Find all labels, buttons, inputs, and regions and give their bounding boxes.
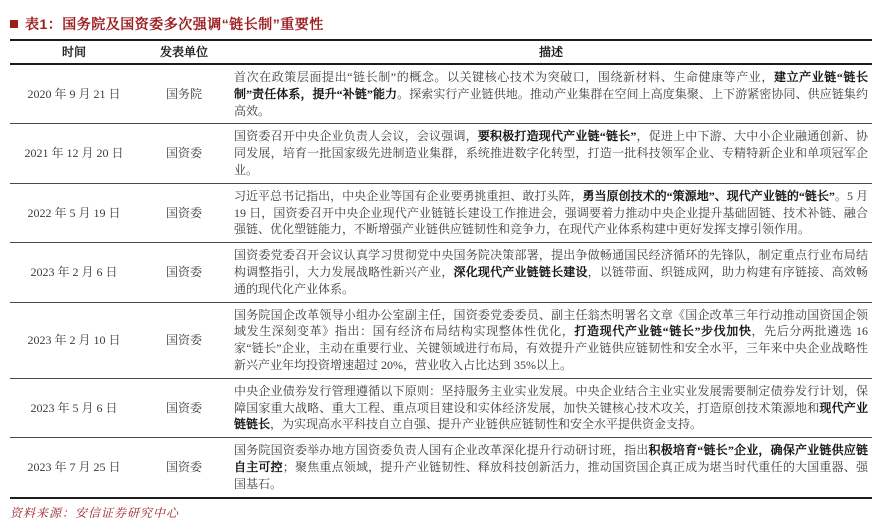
row-date: 2023 年 5 月 6 日 [10, 378, 138, 437]
row-date: 2021 年 12 月 20 日 [10, 124, 138, 183]
row-date: 2023 年 2 月 10 日 [10, 302, 138, 378]
table-row [10, 438, 872, 498]
description-segment: 中央企业债券发行管理遵循以下原则：坚持服务主业实业发展。中央企业结合主业实业发展需要制定债券发行计划，保障国家重大战略、重大工程、重点项目建设和实体经济发展，加快关键核心技术攻关，打造原创技术策源地和 [234, 383, 868, 415]
row-description [230, 64, 872, 124]
table-row [10, 64, 872, 124]
row-description [230, 302, 872, 378]
table-row [10, 183, 872, 242]
row-org: 国资委 [138, 183, 230, 242]
row-org: 国资委 [138, 438, 230, 498]
description-bold-segment: 现代产业链链长 [234, 400, 868, 432]
row-org: 国资委 [138, 124, 230, 183]
description-bold-segment: 打造现代产业链“链长”步伐加快 [574, 324, 752, 339]
description-segment: ；聚焦重点领域，提升产业链韧性、释放科技创新活力，推动国资国企真正成为堪当时代重任的大国重器、强国基石。 [234, 459, 868, 491]
title-bullet-icon [10, 20, 18, 28]
description-segment: ，为实现高水平科技自立自强、提升产业链供应链韧性和安全水平提供资金支持。 [270, 417, 703, 432]
row-description [230, 124, 872, 183]
description-segment: 国资委召开中央企业负责人会议，会议强调， [234, 129, 478, 144]
table-title-row [10, 14, 872, 34]
chain-leader-policy-table [10, 39, 872, 499]
row-description [230, 438, 872, 498]
table-row [10, 124, 872, 183]
col-header-org: 发表单位 [138, 40, 230, 64]
row-description [230, 243, 872, 302]
description-segment: 国务院国资委举办地方国资委负责人国有企业改革深化提升行动研讨班，指出 [234, 443, 649, 458]
description-segment: 。5 月 19 日，国资委召开中央企业现代产业链链长建设工作推进会，强调要着力推动中央企业提升基础固链、技术补链、融合强链、优化塑链能力，不断增强产业链供应链韧性和竞争力，在现代产业体系构建中更好发挥支撑引领作用。 [234, 188, 868, 237]
row-date: 2023 年 2 月 6 日 [10, 243, 138, 302]
table-header [10, 40, 872, 64]
table-row [10, 378, 872, 437]
description-segment: 国资委党委召开会议认真学习贯彻党中央国务院决策部署，提出争做畅通国民经济循环的先锋队，制定重点行业布局结构调整指引，大力发展战略性新兴产业， [234, 248, 868, 279]
row-date: 2020 年 9 月 21 日 [10, 64, 138, 124]
row-description [230, 378, 872, 437]
description-segment: 习近平总书记指出，中央企业等国有企业要勇挑重担、敢打头阵， [234, 188, 583, 203]
description-segment: 首次在政策层面提出“链长制”的概念。以关键核心技术为突破口，围绕新材料、生命健康等产业， [234, 70, 774, 84]
col-header-time: 时间 [10, 40, 138, 64]
row-org: 国资委 [138, 302, 230, 378]
description-segment: 国务院国企改革领导小组办公室副主任，国资委党委委员、副主任翁杰明署名文章《国企改革三年行动推动国资国企领域发生深刻变革》指出：国有经济布局结构实现整体性优化， [234, 307, 868, 339]
table-title: 表1：国务院及国资委多次强调“链长制”重要性 [25, 16, 324, 32]
table-row [10, 302, 872, 378]
description-bold-segment: 积极培育“链长”企业，确保产业 [648, 443, 820, 458]
description-bold-segment: 要积极打造现代产业链“链长” [477, 129, 637, 144]
description-bold-segment: 链供应链自主可控 [234, 443, 868, 474]
description-segment: ，以链带面、织链成网，助力构建有序链接、高效畅通的现代化产业体系。 [234, 264, 868, 296]
source-note: 资料来源：安信证券研究中心 [10, 505, 180, 520]
table-body [10, 64, 872, 498]
col-header-desc: 描述 [230, 40, 872, 64]
row-description [230, 183, 872, 242]
description-segment: 。探索实行产业链供地。推动产业集群在空间上高度集聚、上下游紧密协同、供应链集约高效。 [234, 86, 868, 118]
row-date: 2023 年 7 月 25 日 [10, 438, 138, 498]
row-date: 2022 年 5 月 19 日 [10, 183, 138, 242]
description-bold-segment: 深化现代产业链链长建设 [453, 264, 588, 279]
description-bold-segment: 勇当原创技术的“策源地”、现代产业链的“链长” [582, 188, 835, 203]
row-org: 国务院 [138, 64, 230, 124]
description-bold-segment: 建立产业链“链长制”责任体系，提升“补链”能力 [234, 70, 868, 101]
row-org: 国资委 [138, 378, 230, 437]
description-segment: ，先后分两批遴选 16 家“链长”企业，主动在重要行业、关键领域进行布局，有效提升产业链供应链韧性和安全水平，三年来中央企业战略性新兴产业年均投资增速超过 20%，营业收入占比达到 35%以上。 [234, 324, 868, 372]
description-segment: ，促进上中下游、大中小企业融通创新、协同发展，培育一批国家级先进制造业集群，系统推进数字化转型，打造一批科技领军企业、专精特新企业和单项冠军企业。 [234, 129, 868, 177]
row-org: 国资委 [138, 243, 230, 302]
header-row [10, 40, 872, 64]
table-row [10, 243, 872, 302]
